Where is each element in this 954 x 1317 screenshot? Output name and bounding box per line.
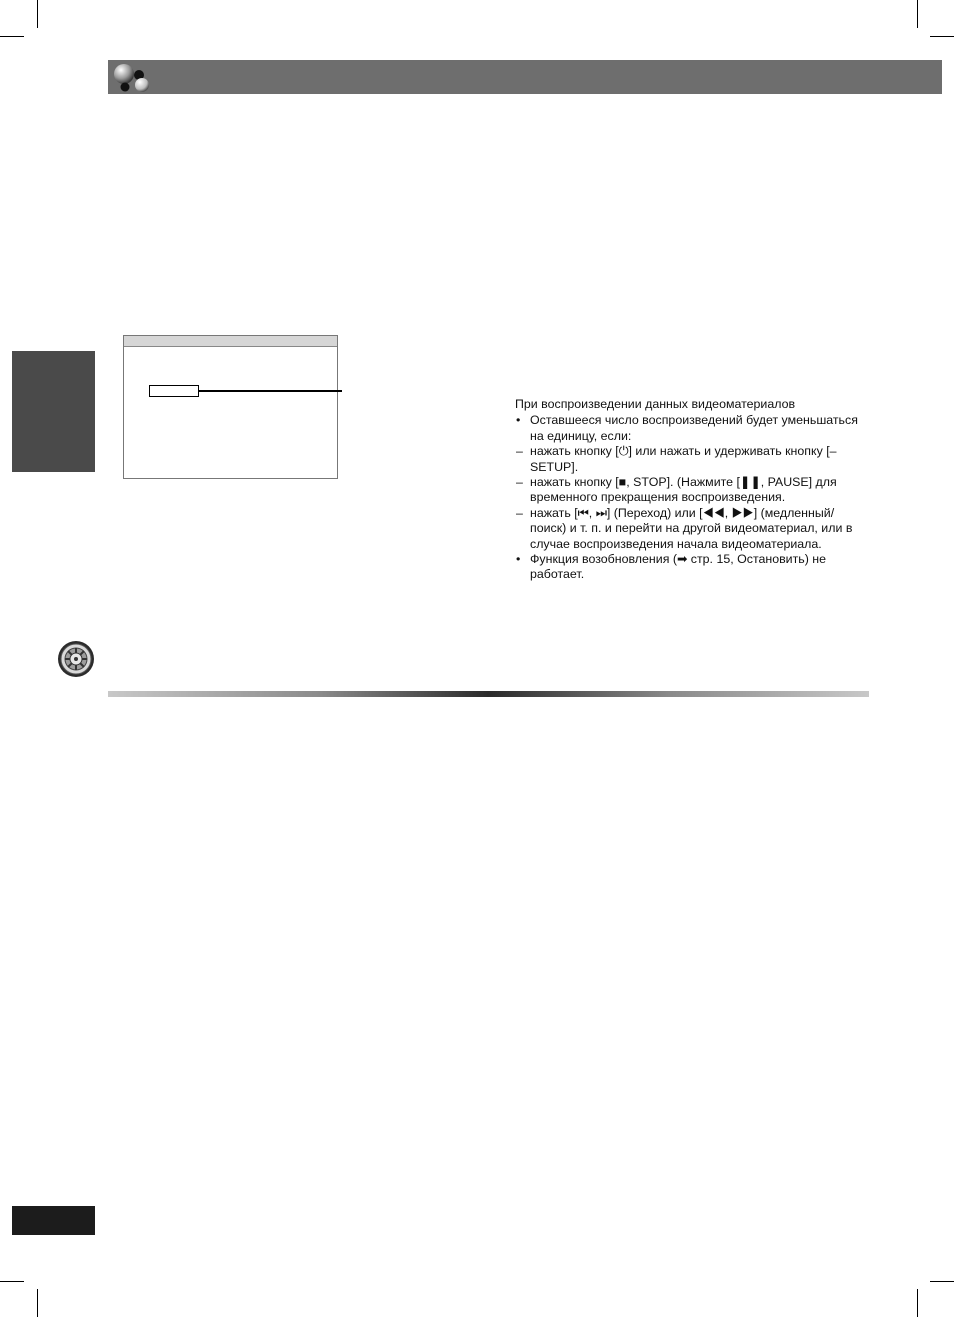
crop-mark xyxy=(930,36,954,37)
notes-heading: При воспроизведении данных видеоматериалов xyxy=(515,397,796,411)
note-item xyxy=(515,475,865,506)
disc-settings-icon xyxy=(57,640,95,678)
crop-mark xyxy=(917,0,918,28)
note-item xyxy=(515,444,865,475)
page-number-tab xyxy=(12,1206,95,1235)
crop-mark xyxy=(37,1289,38,1317)
crop-mark xyxy=(917,1289,918,1317)
screen-title-strip xyxy=(124,336,337,347)
note-text: Функция возобновления (➡ стр. 15, Остановить) не работает. xyxy=(530,552,827,582)
crop-mark xyxy=(0,36,24,37)
note-text: Оставшееся число воспроизведений будет уменьшаться на единицу, если: xyxy=(530,413,858,443)
bubbles-icon xyxy=(112,62,156,92)
section-header-bar xyxy=(108,60,942,94)
note-text: нажать кнопку [■, STOP]. (Нажмите [❚❚, PAUSE] для временного прекращения воспроизведения. xyxy=(530,475,837,505)
crop-mark xyxy=(0,1281,24,1282)
note-item xyxy=(515,413,865,444)
playback-notes xyxy=(515,397,865,583)
note-marker: • xyxy=(516,552,521,567)
note-marker: – xyxy=(516,505,523,520)
screen-illustration xyxy=(123,335,338,479)
note-marker: – xyxy=(516,444,523,459)
note-item xyxy=(515,506,865,552)
section-divider xyxy=(108,691,869,697)
note-marker: • xyxy=(516,413,521,428)
callout-line xyxy=(198,390,342,392)
screen-highlight-box xyxy=(149,385,199,397)
note-text: нажать [⏮, ⏭] (Переход) или [◀◀, ▶▶] (медленный/поиск) и т. п. и перейти на другой видеоматериал, или в случае воспроизведения начала видеоматериала. xyxy=(530,505,853,551)
chapter-side-tab xyxy=(12,351,95,472)
note-text: нажать кнопку [⏻] или нажать и удерживать кнопку [–SETUP]. xyxy=(530,444,837,474)
note-marker: – xyxy=(516,475,523,490)
note-item xyxy=(515,552,865,583)
crop-mark xyxy=(37,0,38,28)
crop-mark xyxy=(930,1281,954,1282)
